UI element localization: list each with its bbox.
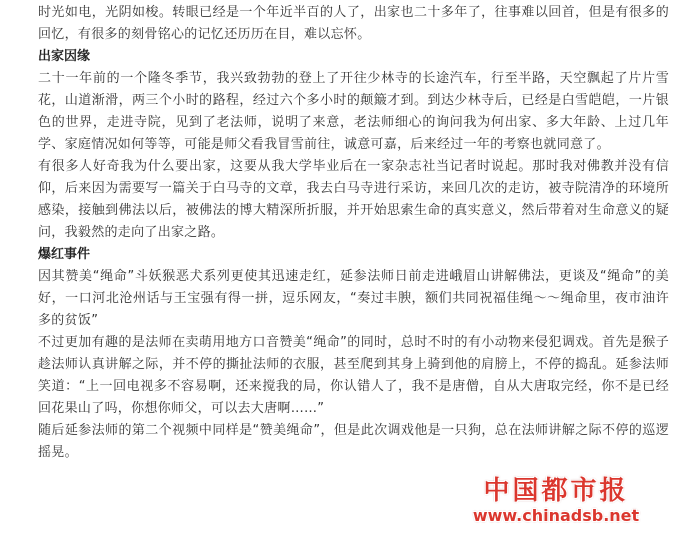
watermark-logo: 中国都市报 — [483, 476, 629, 506]
watermark-url: www.chinadsb.net — [472, 506, 640, 525]
paragraph-origin-1: 二十一年前的一个隆冬季节，我兴致勃勃的登上了开往少林寺的长途汽车，行至半路，天空飘起了片片雪花，山道渐滑，两三个小时的路程，经过六个多小时的颠簸才到。到达少林寺后，已经是白雪皑皑，一片银色的世界，走进寺院，见到了老法师，说明了来意，老法师细心的询问我为何出家、多大年龄、上过几年学、家庭情况如何等等，可能是师父看我冒雪前往，诚意可嘉，后来经过一年的考察也就同意了。 — [38, 71, 669, 152]
paragraph-viral-3: 随后延参法师的第二个视频中同样是“赞美绳命”，但是此次调戏他是一只狗，总在法师讲解之际不停的巡逻摇晃。 — [38, 423, 669, 460]
paragraph-origin-2: 有很多人好奇我为什么要出家，这要从我大学毕业后在一家杂志社当记者时说起。那时我对佛教并没有信仰，后来因为需要写一篇关于白马寺的文章，我去白马寺进行采访，来回几次的走访，被寺院清净的环境所感染，接触到佛法以后，被佛法的博大精深所折服，并开始思索生命的真实意义，然后带着对生命意义的疑问，我毅然的走向了出家之路。 — [38, 159, 669, 240]
paragraph-viral-1: 因其赞美“绳命”斗妖猴恶犬系列更使其迅速走红，延参法师日前走进峨眉山讲解佛法，更谈及“绳命”的美好，一口河北沧州话与王宝强有得一拼，逗乐网友，“奏过丰腴，额们共同祝福佳绳～～绳命里，夜市油许多的贫饭” — [38, 269, 669, 328]
section-heading-viral: 爆红事件 — [38, 247, 91, 262]
paragraph-intro: 时光如电，光阴如梭。转眼已经是一个年近半百的人了，出家也二十多年了，往事难以回首，但是有很多的回忆，有很多的刻骨铭心的记忆还历历在目，难以忘怀。 — [38, 5, 669, 42]
paragraph-viral-2: 不过更加有趣的是法师在卖萌用地方口音赞美“绳命”的同时，总时不时的有小动物来侵犯调戏。首先是猴子趁法师认真讲解之际，并不停的撕扯法师的衣服，甚至爬到其身上骑到他的肩膀上，不停的捣乱。延参法师笑道：“上一回电视多不容易啊，还来搅我的局，你认错人了，我不是唐僧，自从大唐取完经，你不是已经回花果山了吗，你想你师父，可以去大唐啊……” — [38, 335, 669, 416]
section-heading-origin: 出家因缘 — [38, 49, 91, 64]
